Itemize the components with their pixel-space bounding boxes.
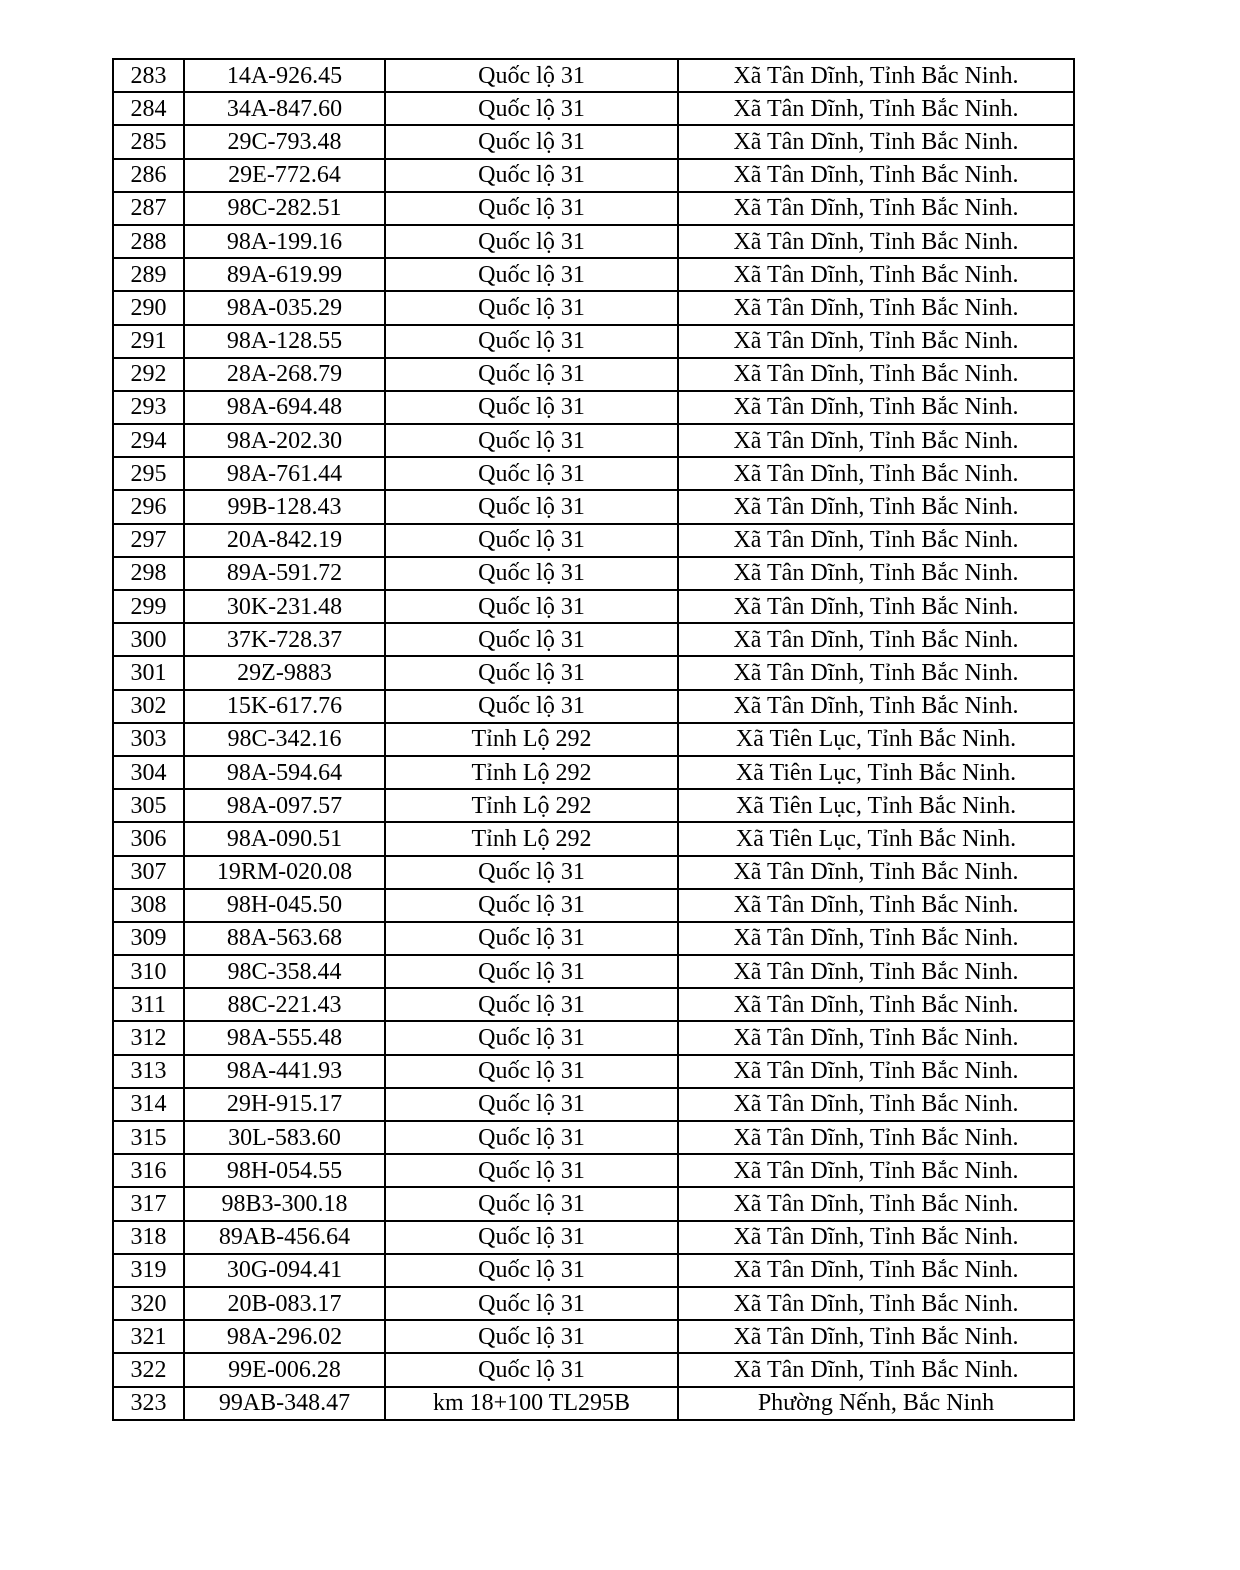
location-cell: Xã Tân Dĩnh, Tỉnh Bắc Ninh. (678, 59, 1074, 92)
license-plate-cell: 15K-617.76 (184, 690, 385, 723)
table-row (113, 490, 1074, 523)
license-plate-cell: 20B-083.17 (184, 1287, 385, 1320)
row-number-cell: 321 (113, 1320, 184, 1353)
row-number-cell: 314 (113, 1088, 184, 1121)
location-cell: Xã Tiên Lục, Tỉnh Bắc Ninh. (678, 723, 1074, 756)
table-row (113, 1154, 1074, 1187)
location-cell: Xã Tiên Lục, Tỉnh Bắc Ninh. (678, 789, 1074, 822)
location-cell: Xã Tân Dĩnh, Tỉnh Bắc Ninh. (678, 258, 1074, 291)
table-row (113, 1287, 1074, 1320)
location-cell: Xã Tân Dĩnh, Tỉnh Bắc Ninh. (678, 457, 1074, 490)
row-number-cell: 311 (113, 988, 184, 1021)
row-number-cell: 303 (113, 723, 184, 756)
row-number-cell: 323 (113, 1387, 184, 1420)
table-row (113, 225, 1074, 258)
license-plate-cell: 98A-594.64 (184, 756, 385, 789)
road-cell: Quốc lộ 31 (385, 656, 678, 689)
road-cell: Quốc lộ 31 (385, 988, 678, 1021)
table-row (113, 1353, 1074, 1386)
location-cell: Xã Tân Dĩnh, Tỉnh Bắc Ninh. (678, 524, 1074, 557)
table-row (113, 723, 1074, 756)
license-plate-cell: 89A-591.72 (184, 557, 385, 590)
row-number-cell: 285 (113, 125, 184, 158)
table-row (113, 291, 1074, 324)
road-cell: Quốc lộ 31 (385, 1287, 678, 1320)
license-plate-cell: 98C-342.16 (184, 723, 385, 756)
table-row (113, 1387, 1074, 1420)
table-row (113, 424, 1074, 457)
license-plate-cell: 19RM-020.08 (184, 856, 385, 889)
license-plate-cell: 14A-926.45 (184, 59, 385, 92)
location-cell: Xã Tân Dĩnh, Tỉnh Bắc Ninh. (678, 424, 1074, 457)
row-number-cell: 293 (113, 391, 184, 424)
license-plate-cell: 98B3-300.18 (184, 1187, 385, 1220)
road-cell: Quốc lộ 31 (385, 1021, 678, 1054)
row-number-cell: 300 (113, 623, 184, 656)
license-plate-cell: 88A-563.68 (184, 922, 385, 955)
road-cell: Quốc lộ 31 (385, 1254, 678, 1287)
table-row (113, 59, 1074, 92)
road-cell: Quốc lộ 31 (385, 590, 678, 623)
road-cell: Quốc lộ 31 (385, 557, 678, 590)
row-number-cell: 315 (113, 1121, 184, 1154)
table-row (113, 590, 1074, 623)
row-number-cell: 307 (113, 856, 184, 889)
license-plate-cell: 98A-441.93 (184, 1055, 385, 1088)
road-cell: Quốc lộ 31 (385, 457, 678, 490)
road-cell: Quốc lộ 31 (385, 1320, 678, 1353)
license-plate-cell: 99E-006.28 (184, 1353, 385, 1386)
location-cell: Xã Tân Dĩnh, Tỉnh Bắc Ninh. (678, 291, 1074, 324)
table-row (113, 258, 1074, 291)
table-row (113, 325, 1074, 358)
road-cell: Quốc lộ 31 (385, 258, 678, 291)
license-plate-cell: 30K-231.48 (184, 590, 385, 623)
location-cell: Xã Tân Dĩnh, Tỉnh Bắc Ninh. (678, 325, 1074, 358)
license-plate-cell: 30G-094.41 (184, 1254, 385, 1287)
license-plate-cell: 98A-202.30 (184, 424, 385, 457)
location-cell: Xã Tân Dĩnh, Tỉnh Bắc Ninh. (678, 92, 1074, 125)
license-plate-cell: 98C-358.44 (184, 955, 385, 988)
license-plate-cell: 98C-282.51 (184, 192, 385, 225)
table-row (113, 192, 1074, 225)
road-cell: Quốc lộ 31 (385, 889, 678, 922)
road-cell: Quốc lộ 31 (385, 1187, 678, 1220)
table-row (113, 988, 1074, 1021)
road-cell: Tỉnh Lộ 292 (385, 756, 678, 789)
license-plate-cell: 98A-128.55 (184, 325, 385, 358)
road-cell: Quốc lộ 31 (385, 1154, 678, 1187)
table-row (113, 1088, 1074, 1121)
license-plate-cell: 20A-842.19 (184, 524, 385, 557)
table-row (113, 656, 1074, 689)
location-cell: Xã Tân Dĩnh, Tỉnh Bắc Ninh. (678, 1353, 1074, 1386)
location-cell: Xã Tân Dĩnh, Tỉnh Bắc Ninh. (678, 1055, 1074, 1088)
row-number-cell: 295 (113, 457, 184, 490)
license-plate-cell: 98A-555.48 (184, 1021, 385, 1054)
license-plate-cell: 98A-097.57 (184, 789, 385, 822)
violation-table-body (113, 59, 1074, 1420)
table-row (113, 690, 1074, 723)
location-cell: Xã Tân Dĩnh, Tỉnh Bắc Ninh. (678, 1287, 1074, 1320)
location-cell: Xã Tân Dĩnh, Tỉnh Bắc Ninh. (678, 656, 1074, 689)
table-row (113, 524, 1074, 557)
row-number-cell: 313 (113, 1055, 184, 1088)
row-number-cell: 289 (113, 258, 184, 291)
table-row (113, 1221, 1074, 1254)
row-number-cell: 322 (113, 1353, 184, 1386)
row-number-cell: 306 (113, 822, 184, 855)
license-plate-cell: 98A-761.44 (184, 457, 385, 490)
table-row (113, 922, 1074, 955)
row-number-cell: 284 (113, 92, 184, 125)
table-row (113, 1254, 1074, 1287)
location-cell: Xã Tân Dĩnh, Tỉnh Bắc Ninh. (678, 192, 1074, 225)
road-cell: Quốc lộ 31 (385, 856, 678, 889)
row-number-cell: 294 (113, 424, 184, 457)
row-number-cell: 290 (113, 291, 184, 324)
table-row (113, 457, 1074, 490)
location-cell: Xã Tân Dĩnh, Tỉnh Bắc Ninh. (678, 1187, 1074, 1220)
table-row (113, 822, 1074, 855)
license-plate-cell: 98A-035.29 (184, 291, 385, 324)
table-row (113, 623, 1074, 656)
location-cell: Xã Tân Dĩnh, Tỉnh Bắc Ninh. (678, 955, 1074, 988)
road-cell: Quốc lộ 31 (385, 92, 678, 125)
table-row (113, 889, 1074, 922)
license-plate-cell: 34A-847.60 (184, 92, 385, 125)
table-row (113, 92, 1074, 125)
road-cell: km 18+100 TL295B (385, 1387, 678, 1420)
location-cell: Xã Tân Dĩnh, Tỉnh Bắc Ninh. (678, 1221, 1074, 1254)
license-plate-cell: 98H-045.50 (184, 889, 385, 922)
location-cell: Xã Tân Dĩnh, Tỉnh Bắc Ninh. (678, 590, 1074, 623)
road-cell: Tỉnh Lộ 292 (385, 789, 678, 822)
row-number-cell: 287 (113, 192, 184, 225)
location-cell: Xã Tân Dĩnh, Tỉnh Bắc Ninh. (678, 1320, 1074, 1353)
license-plate-cell: 98H-054.55 (184, 1154, 385, 1187)
road-cell: Quốc lộ 31 (385, 690, 678, 723)
road-cell: Quốc lộ 31 (385, 623, 678, 656)
road-cell: Quốc lộ 31 (385, 291, 678, 324)
location-cell: Xã Tân Dĩnh, Tỉnh Bắc Ninh. (678, 391, 1074, 424)
row-number-cell: 297 (113, 524, 184, 557)
table-row (113, 856, 1074, 889)
location-cell: Xã Tân Dĩnh, Tỉnh Bắc Ninh. (678, 159, 1074, 192)
license-plate-cell: 89AB-456.64 (184, 1221, 385, 1254)
table-row (113, 789, 1074, 822)
road-cell: Tỉnh Lộ 292 (385, 723, 678, 756)
license-plate-cell: 99B-128.43 (184, 490, 385, 523)
row-number-cell: 308 (113, 889, 184, 922)
row-number-cell: 316 (113, 1154, 184, 1187)
table-row (113, 756, 1074, 789)
row-number-cell: 309 (113, 922, 184, 955)
license-plate-cell: 98A-296.02 (184, 1320, 385, 1353)
row-number-cell: 320 (113, 1287, 184, 1320)
license-plate-cell: 89A-619.99 (184, 258, 385, 291)
road-cell: Quốc lộ 31 (385, 1088, 678, 1121)
location-cell: Xã Tiên Lục, Tỉnh Bắc Ninh. (678, 822, 1074, 855)
location-cell: Xã Tân Dĩnh, Tỉnh Bắc Ninh. (678, 358, 1074, 391)
location-cell: Xã Tân Dĩnh, Tỉnh Bắc Ninh. (678, 1254, 1074, 1287)
row-number-cell: 302 (113, 690, 184, 723)
location-cell: Xã Tân Dĩnh, Tỉnh Bắc Ninh. (678, 1088, 1074, 1121)
violation-table (112, 58, 1075, 1421)
location-cell: Xã Tân Dĩnh, Tỉnh Bắc Ninh. (678, 490, 1074, 523)
table-row (113, 125, 1074, 158)
table-row (113, 1021, 1074, 1054)
road-cell: Quốc lộ 31 (385, 125, 678, 158)
table-row (113, 358, 1074, 391)
road-cell: Quốc lộ 31 (385, 59, 678, 92)
location-cell: Xã Tân Dĩnh, Tỉnh Bắc Ninh. (678, 889, 1074, 922)
road-cell: Quốc lộ 31 (385, 1353, 678, 1386)
road-cell: Quốc lộ 31 (385, 358, 678, 391)
table-row (113, 557, 1074, 590)
row-number-cell: 299 (113, 590, 184, 623)
row-number-cell: 288 (113, 225, 184, 258)
location-cell: Xã Tân Dĩnh, Tỉnh Bắc Ninh. (678, 623, 1074, 656)
license-plate-cell: 29Z-9883 (184, 656, 385, 689)
row-number-cell: 298 (113, 557, 184, 590)
row-number-cell: 283 (113, 59, 184, 92)
license-plate-cell: 98A-694.48 (184, 391, 385, 424)
location-cell: Xã Tân Dĩnh, Tỉnh Bắc Ninh. (678, 1154, 1074, 1187)
location-cell: Xã Tân Dĩnh, Tỉnh Bắc Ninh. (678, 1121, 1074, 1154)
road-cell: Quốc lộ 31 (385, 1121, 678, 1154)
table-row (113, 159, 1074, 192)
road-cell: Quốc lộ 31 (385, 490, 678, 523)
road-cell: Quốc lộ 31 (385, 192, 678, 225)
road-cell: Quốc lộ 31 (385, 325, 678, 358)
location-cell: Xã Tân Dĩnh, Tỉnh Bắc Ninh. (678, 856, 1074, 889)
row-number-cell: 296 (113, 490, 184, 523)
row-number-cell: 304 (113, 756, 184, 789)
license-plate-cell: 29C-793.48 (184, 125, 385, 158)
location-cell: Xã Tân Dĩnh, Tỉnh Bắc Ninh. (678, 690, 1074, 723)
location-cell: Xã Tân Dĩnh, Tỉnh Bắc Ninh. (678, 1021, 1074, 1054)
road-cell: Quốc lộ 31 (385, 1221, 678, 1254)
license-plate-cell: 98A-090.51 (184, 822, 385, 855)
road-cell: Quốc lộ 31 (385, 391, 678, 424)
license-plate-cell: 29H-915.17 (184, 1088, 385, 1121)
row-number-cell: 286 (113, 159, 184, 192)
table-row (113, 955, 1074, 988)
table-row (113, 1121, 1074, 1154)
license-plate-cell: 99AB-348.47 (184, 1387, 385, 1420)
row-number-cell: 312 (113, 1021, 184, 1054)
road-cell: Quốc lộ 31 (385, 424, 678, 457)
road-cell: Quốc lộ 31 (385, 955, 678, 988)
license-plate-cell: 88C-221.43 (184, 988, 385, 1021)
location-cell: Xã Tân Dĩnh, Tỉnh Bắc Ninh. (678, 922, 1074, 955)
location-cell: Xã Tiên Lục, Tỉnh Bắc Ninh. (678, 756, 1074, 789)
row-number-cell: 318 (113, 1221, 184, 1254)
table-row (113, 1187, 1074, 1220)
location-cell: Xã Tân Dĩnh, Tỉnh Bắc Ninh. (678, 557, 1074, 590)
table-row (113, 1055, 1074, 1088)
row-number-cell: 310 (113, 955, 184, 988)
row-number-cell: 305 (113, 789, 184, 822)
license-plate-cell: 29E-772.64 (184, 159, 385, 192)
license-plate-cell: 30L-583.60 (184, 1121, 385, 1154)
road-cell: Quốc lộ 31 (385, 922, 678, 955)
road-cell: Quốc lộ 31 (385, 225, 678, 258)
road-cell: Tỉnh Lộ 292 (385, 822, 678, 855)
road-cell: Quốc lộ 31 (385, 524, 678, 557)
license-plate-cell: 98A-199.16 (184, 225, 385, 258)
location-cell: Xã Tân Dĩnh, Tỉnh Bắc Ninh. (678, 988, 1074, 1021)
row-number-cell: 291 (113, 325, 184, 358)
license-plate-cell: 37K-728.37 (184, 623, 385, 656)
row-number-cell: 317 (113, 1187, 184, 1220)
row-number-cell: 292 (113, 358, 184, 391)
location-cell: Xã Tân Dĩnh, Tỉnh Bắc Ninh. (678, 225, 1074, 258)
location-cell: Phường Nếnh, Bắc Ninh (678, 1387, 1074, 1420)
table-row (113, 1320, 1074, 1353)
road-cell: Quốc lộ 31 (385, 1055, 678, 1088)
location-cell: Xã Tân Dĩnh, Tỉnh Bắc Ninh. (678, 125, 1074, 158)
row-number-cell: 319 (113, 1254, 184, 1287)
row-number-cell: 301 (113, 656, 184, 689)
road-cell: Quốc lộ 31 (385, 159, 678, 192)
license-plate-cell: 28A-268.79 (184, 358, 385, 391)
table-row (113, 391, 1074, 424)
